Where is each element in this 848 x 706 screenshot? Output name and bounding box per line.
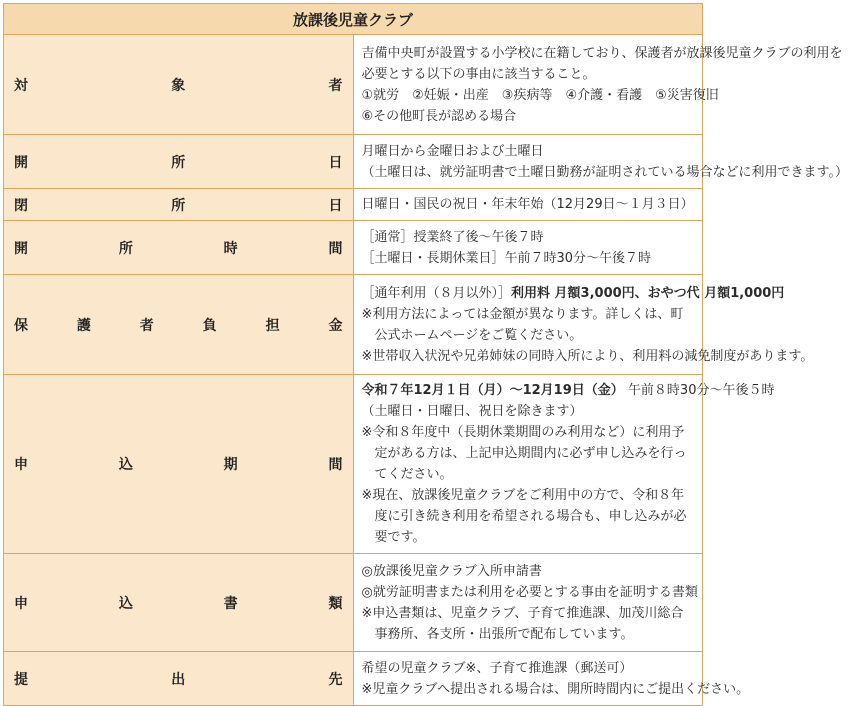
content-line: ◎放課後児童クラブ入所申請書 xyxy=(361,563,542,579)
row-label-closed-days xyxy=(4,189,354,221)
label-char: 者 xyxy=(328,77,343,94)
label-char: 対 xyxy=(14,77,28,94)
content-note: ※世帯収入状況や兄弟姉妹の同時入所により、利用料の減免制度があります。 xyxy=(361,348,814,364)
content-note: ※令和８年度中（長期休業期間のみ利用など）に利用予定がある方は、上記申込期間内に必ず申し込みを行ってください。 xyxy=(361,425,687,482)
label-char: 負 xyxy=(202,317,217,334)
row-label-application-documents xyxy=(4,554,354,652)
label-char: 日 xyxy=(328,197,343,214)
label-char: 所 xyxy=(118,240,133,257)
label-char: 申 xyxy=(14,457,28,473)
content-note: ※申込書類は、児童クラブ、子育て推進課、加茂川総合事務所、各支所・出張所で配布しています。 xyxy=(361,605,684,642)
after-school-club-table xyxy=(3,3,848,706)
label-char: 類 xyxy=(328,595,343,612)
row-content-submission xyxy=(353,652,750,706)
label-char: 間 xyxy=(328,240,343,257)
table-header-row xyxy=(4,4,703,35)
label-char: 込 xyxy=(118,457,133,473)
application-dates: 令和７年12月１日（月）～12月19日（金） xyxy=(361,383,624,398)
label-text xyxy=(14,238,343,258)
row-content-fees xyxy=(353,275,814,375)
content-line: （土曜日は、就労証明書で土曜日勤務が証明されている場合などに利用できます。） xyxy=(361,164,848,180)
after-school-club-table-wrapper xyxy=(3,3,848,706)
label-text xyxy=(14,454,343,474)
table-row-application-period xyxy=(4,375,703,554)
label-text xyxy=(14,669,343,689)
table-row-application-documents xyxy=(4,554,703,652)
label-char: 閉 xyxy=(14,197,28,214)
label-char: 書 xyxy=(223,595,238,612)
application-hours: 午前８時30分～午後５時 xyxy=(627,383,775,398)
row-label-open-days xyxy=(4,135,354,189)
label-char: 申 xyxy=(14,595,28,612)
content-line: ①就労 ②妊娠・出産 ③疾病等 ④介護・看護 ⑤災害復旧 xyxy=(361,87,719,103)
content-line: ⑥その他町長が認める場合 xyxy=(361,108,517,124)
label-char: 先 xyxy=(328,671,343,688)
label-char: 象 xyxy=(171,77,186,94)
table-row-open-days xyxy=(4,135,703,189)
table-row-closed-days xyxy=(4,189,703,221)
label-char: 開 xyxy=(14,240,28,257)
row-content-closed-days xyxy=(353,189,703,221)
label-char: 期 xyxy=(223,457,238,473)
content-line: 吉備中央町が設置する小学校に在籍しており、保護者が放課後児童クラブの利用を xyxy=(361,45,843,61)
fee-amounts: 利用料 月額3,000円、おやつ代 月額1,000円 xyxy=(511,285,785,301)
label-text xyxy=(14,75,343,95)
label-char: 時 xyxy=(223,240,238,257)
table-title: 放課後児童クラブ xyxy=(4,4,703,35)
row-label-application-period xyxy=(4,375,354,554)
label-text xyxy=(14,195,343,215)
fee-period: ［通年利用（８月以外）］ xyxy=(361,285,512,301)
label-char: 開 xyxy=(14,154,28,171)
label-char: 保 xyxy=(14,317,28,334)
table-row-submission xyxy=(4,652,703,706)
row-content-application-period xyxy=(353,375,775,554)
label-text xyxy=(14,152,343,172)
content-line: 必要とする以下の事由に該当すること。 xyxy=(361,66,596,82)
label-char: 金 xyxy=(328,317,343,334)
content-line: 月曜日から金曜日および土曜日 xyxy=(361,143,544,159)
content-note: ※現在、放課後児童クラブをご利用中の方で、令和８年度に引き続き利用を希望される場合も、申し込みが必要です。 xyxy=(361,488,687,545)
content-line: 日曜日・国民の祝日・年末年始（12月29日～１月３日） xyxy=(361,197,694,212)
row-content-opening-hours xyxy=(353,221,703,275)
label-char: 提 xyxy=(14,671,28,688)
content-line: ※児童クラブへ提出される場合は、開所時間内にご提出ください。 xyxy=(361,681,750,697)
label-char: 間 xyxy=(328,457,343,473)
row-content-application-documents xyxy=(353,554,703,652)
content-line: ［通常］授業終了後～午後７時 xyxy=(361,229,544,245)
label-char: 担 xyxy=(265,317,280,334)
content-line: ◎就労証明書または利用を必要とする事由を証明する書類 xyxy=(361,584,698,600)
content-line: ［土曜日・長期休業日］午前７時30分～午後７時 xyxy=(361,250,652,266)
table-row-opening-hours xyxy=(4,221,703,275)
label-char: 出 xyxy=(171,671,186,688)
label-text xyxy=(14,315,343,335)
label-text xyxy=(14,593,343,613)
label-char: 所 xyxy=(171,154,186,171)
label-char: 者 xyxy=(139,317,154,334)
label-char: 護 xyxy=(76,317,91,334)
table-row-fees xyxy=(4,275,703,375)
row-label-eligibility xyxy=(4,35,354,135)
row-label-submission xyxy=(4,652,354,706)
content-line: （土曜日・日曜日、祝日を除きます） xyxy=(361,404,583,419)
content-line xyxy=(361,380,775,401)
row-label-fees xyxy=(4,275,354,375)
label-char: 込 xyxy=(118,595,133,612)
content-line xyxy=(361,283,785,304)
row-content-eligibility xyxy=(353,35,843,135)
row-label-opening-hours xyxy=(4,221,354,275)
content-note: ※利用方法によっては金額が異なります。詳しくは、町公式ホームページをご覧ください。 xyxy=(361,306,684,343)
row-content-open-days xyxy=(353,135,848,189)
label-char: 所 xyxy=(171,197,186,214)
table-row-eligibility xyxy=(4,35,703,135)
content-line: 希望の児童クラブ※、子育て推進課（郵送可） xyxy=(361,660,633,676)
label-char: 日 xyxy=(328,154,343,171)
